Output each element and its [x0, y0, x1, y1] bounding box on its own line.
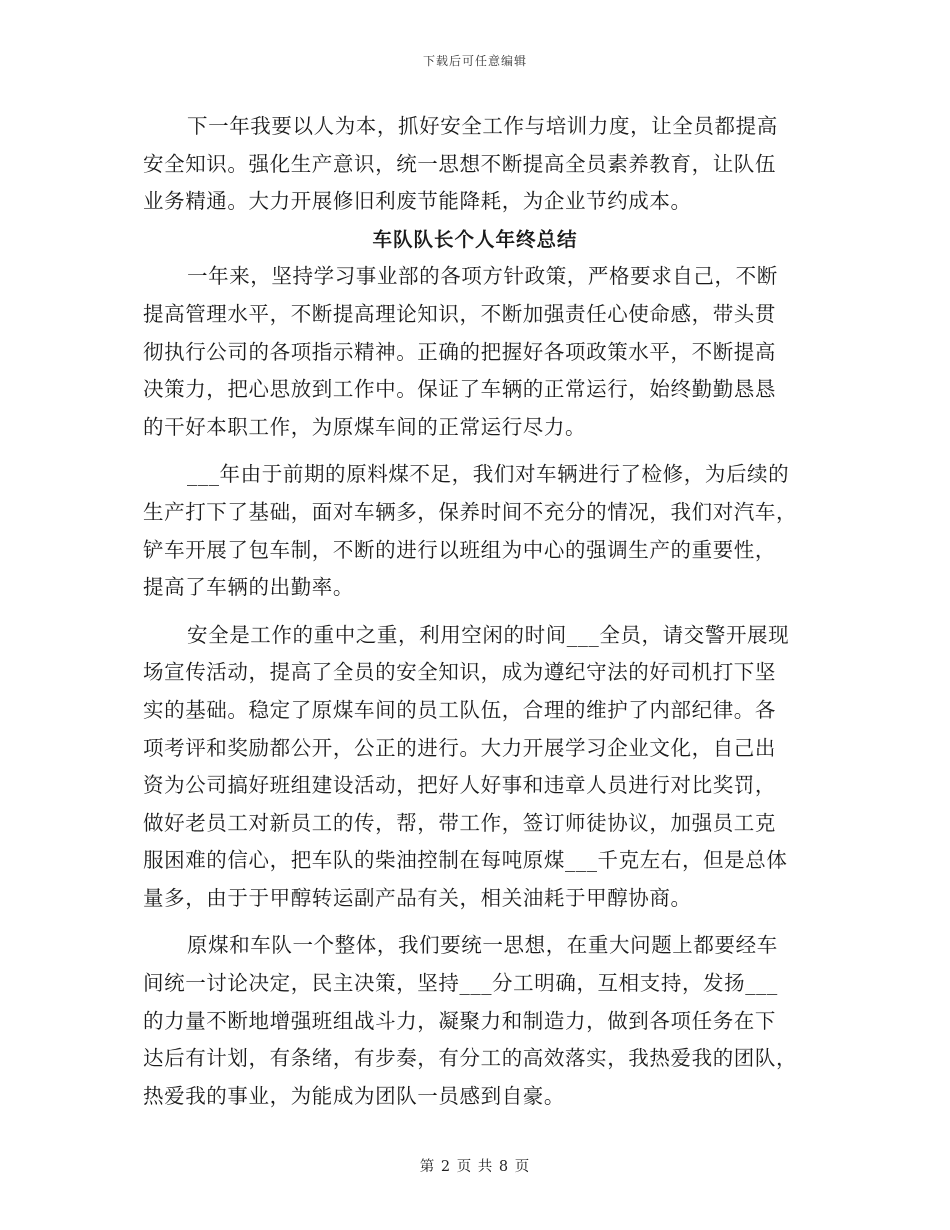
text-line: 铲车开展了包车制，不断的进行以班组为中心的强调生产的重要性，	[143, 537, 776, 562]
text-line: 间统一讨论决定，民主决策，坚持___分工明确，互相支持，发扬___	[143, 971, 778, 996]
page-number-footer: 第 2 页 共 8 页	[419, 1159, 531, 1175]
text-line: 的力量不断地增强班组战斗力，凝聚力和制造力，做到各项任务在下	[143, 1008, 776, 1033]
text-line: 资为公司搞好班组建设活动，把好人好事和违章人员进行对比奖罚，	[143, 773, 776, 798]
text-line: 安全是工作的重中之重，利用空闲的时间___全员，请交警开展现	[187, 622, 790, 647]
page-header: 下载后可任意编辑	[422, 54, 527, 68]
text-line: 项考评和奖励都公开，公正的进行。大力开展学习企业文化，自己出	[143, 735, 776, 760]
paragraph-3	[143, 617, 807, 918]
text-line: 生产打下了基础，面对车辆多，保养时间不充分的情况，我们对汽车，	[143, 499, 798, 524]
document-title: 车队队长个人年终总结	[372, 227, 578, 251]
text-line: 场宣传活动，提高了全员的安全知识，成为遵纪守法的好司机打下坚	[143, 660, 776, 685]
intro-paragraph	[143, 108, 807, 221]
text-line: 的干好本职工作，为原煤车间的正常运行尽力。	[143, 414, 587, 439]
text-line: ___年由于前期的原料煤不足，我们对车辆进行了检修，为后续的	[187, 462, 790, 487]
text-line: 量多，由于于甲醇转运副产品有关，相关油耗于甲醇协商。	[143, 885, 692, 910]
text-line: 安全知识。强化生产意识，统一思想不断提高全员素养教育，让队伍	[143, 151, 776, 176]
paragraph-1	[143, 258, 807, 446]
text-line: 达后有计划，有条绪，有步奏，有分工的高效落实，我热爱我的团队，	[143, 1046, 798, 1071]
text-line: 热爱我的事业，为能成为团队一员感到自豪。	[143, 1083, 565, 1108]
text-line: 实的基础。稳定了原煤车间的员工队伍，合理的维护了内部纪律。各	[143, 697, 776, 722]
text-line: 做好老员工对新员工的传，帮，带工作，签订师徒协议，加强员工克	[143, 810, 776, 835]
paragraph-4	[143, 927, 807, 1115]
text-line: 决策力，把心思放到工作中。保证了车辆的正常运行，始终勤勤恳恳	[143, 377, 776, 402]
text-line: 彻执行公司的各项指示精神。正确的把握好各项政策水平，不断提高	[143, 339, 776, 364]
paragraph-2	[143, 456, 807, 606]
document-body	[143, 108, 807, 1115]
text-line: 提高了车辆的出勤率。	[143, 575, 354, 600]
text-line: 服困难的信心，把车队的柴油控制在每吨原煤___千克左右，但是总体	[143, 848, 788, 873]
text-line: 下一年我要以人为本，抓好安全工作与培训力度，让全员都提高	[187, 114, 778, 138]
text-line: 原煤和车队一个整体，我们要统一思想，在重大问题上都要经车	[187, 933, 778, 958]
text-line: 业务精通。大力开展修旧利废节能降耗，为企业节约成本。	[143, 189, 692, 214]
text-line: 一年来，坚持学习事业部的各项方针政策，严格要求自己，不断	[187, 264, 778, 289]
text-line: 提高管理水平，不断提高理论知识，不断加强责任心使命感，带头贯	[143, 301, 776, 326]
